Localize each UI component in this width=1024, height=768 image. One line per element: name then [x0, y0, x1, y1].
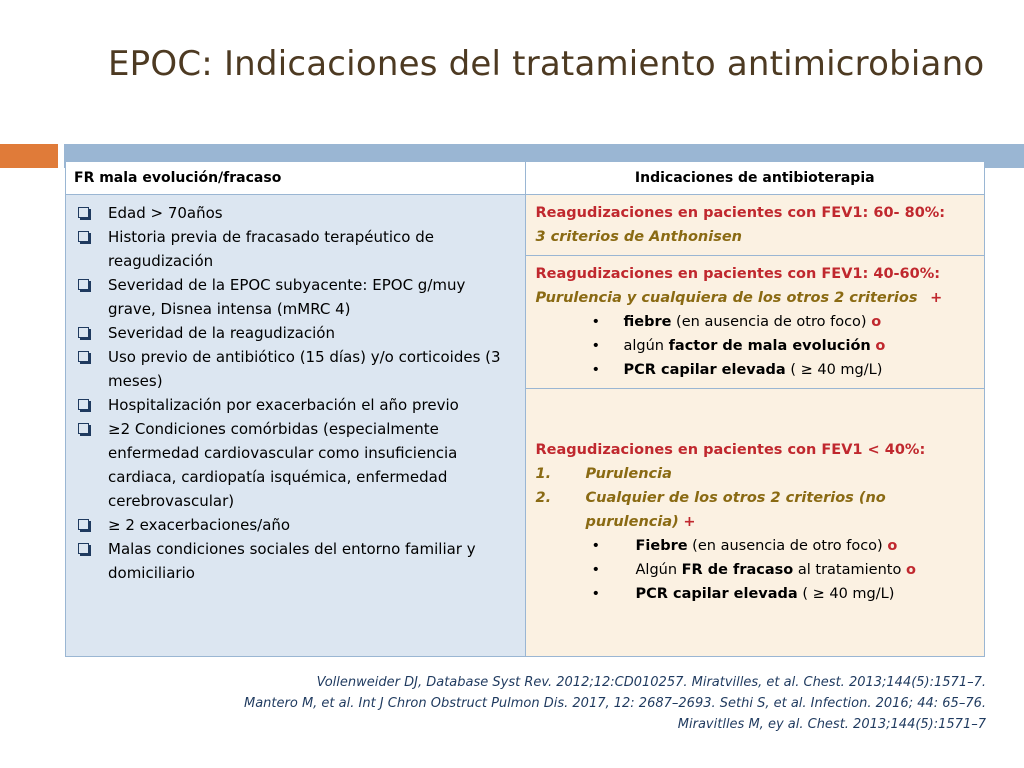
bullet-icon: •: [591, 586, 601, 603]
reference-line: Vollenweider DJ, Database Syst Rev. 2012;12:CD010257. Miratvilles, et al. Chest. 2013;144(5):1571–7.: [316, 675, 986, 690]
bullet-icon: •: [591, 337, 601, 354]
block2-sub: Purulencia y cualquiera de los otros 2 criterios: [535, 289, 918, 306]
accent-band-orange: [0, 144, 58, 168]
reference-line: Mantero M, et al. Int J Chron Obstruct Pulmon Dis. 2017, 12: 2687–2693. Sethi S, et al. Infection. 2016; 44: 65–76.: [244, 696, 986, 711]
checkbox-bullet-icon: [78, 351, 89, 362]
list-item: Severidad de la reagudización: [76, 321, 517, 345]
header-antibiotic-indications: Indicaciones de antibioterapia: [525, 161, 985, 194]
list-item: Edad > 70años: [76, 201, 517, 225]
or-mark: o: [887, 538, 898, 555]
bullet-icon: •: [591, 562, 601, 579]
or-mark: o: [875, 337, 886, 354]
indication-fev1-40-60: [525, 255, 985, 388]
list-item: Historia previa de fracasado terapéutico de reagudización: [76, 225, 517, 273]
reference-line: Miravitlles M, ey al. Chest. 2013;144(5):1571–7: [677, 717, 986, 732]
list-item: • Fiebre (en ausencia de otro foco) o: [536, 534, 977, 558]
or-mark: o: [871, 313, 882, 330]
list-item: ≥2 Condiciones comórbidas (especialmente enfermedad cardiovascular como insuficiencia cardiaca, cardiopatía isquémica, enfermedad cerebrovascular): [76, 417, 517, 513]
list-item: Malas condiciones sociales del entorno familiar y domiciliario: [76, 537, 517, 585]
block2-plus: +: [930, 289, 943, 306]
checkbox-bullet-icon: [78, 543, 89, 554]
header-risk-factors: FR mala evolución/fracaso: [66, 161, 526, 194]
list-item: Uso previo de antibiótico (15 días) y/o corticoides (3 meses): [76, 345, 517, 393]
bullet-icon: •: [591, 361, 601, 378]
indication-fev1-below-40: [525, 388, 985, 657]
list-item: • Algún FR de fracaso al tratamiento o: [536, 558, 977, 582]
checkbox-bullet-icon: [78, 327, 89, 338]
or-mark: o: [905, 562, 916, 579]
checkbox-bullet-icon: [78, 423, 89, 434]
block1-heading: Reagudizaciones en pacientes con FEV1: 60- 80%:: [535, 204, 946, 221]
page-title: EPOC: Indicaciones del tratamiento antimicrobiano: [108, 44, 985, 84]
block3-plus: +: [683, 514, 696, 531]
checkbox-bullet-icon: [78, 519, 89, 530]
checkbox-bullet-icon: [78, 279, 89, 290]
references: [244, 672, 986, 735]
checkbox-bullet-icon: [78, 207, 89, 218]
indications-table: [65, 160, 985, 657]
checkbox-bullet-icon: [78, 231, 89, 242]
block1-sub: 3 criterios de Anthonisen: [535, 228, 742, 245]
block3-heading: Reagudizaciones en pacientes con FEV1 < 40%:: [535, 442, 926, 459]
list-item: Hospitalización por exacerbación el año previo: [76, 393, 517, 417]
checkbox-bullet-icon: [78, 399, 89, 410]
bullet-icon: •: [591, 538, 601, 555]
risk-factor-list: [76, 201, 517, 585]
list-item: 2. Cualquier de los otros 2 criterios (no purulencia) +: [535, 490, 886, 531]
list-item: • fiebre (en ausencia de otro foco) o: [536, 310, 977, 334]
list-item: • algún factor de mala evolución o: [536, 334, 977, 358]
risk-factors-cell: [66, 194, 526, 657]
bullet-icon: •: [591, 313, 601, 330]
list-item: • PCR capilar elevada ( ≥ 40 mg/L): [536, 358, 977, 382]
list-item: • PCR capilar elevada ( ≥ 40 mg/L): [536, 582, 977, 606]
list-item: Severidad de la EPOC subyacente: EPOC g/muy grave, Disnea intensa (mMRC 4): [76, 273, 517, 321]
list-item: 1. Purulencia: [535, 466, 672, 483]
block2-sub-row: [536, 286, 977, 310]
block2-heading: Reagudizaciones en pacientes con FEV1: 40-60%:: [535, 265, 941, 282]
list-item: ≥ 2 exacerbaciones/año: [76, 513, 517, 537]
indication-fev1-60-80: [525, 194, 985, 255]
